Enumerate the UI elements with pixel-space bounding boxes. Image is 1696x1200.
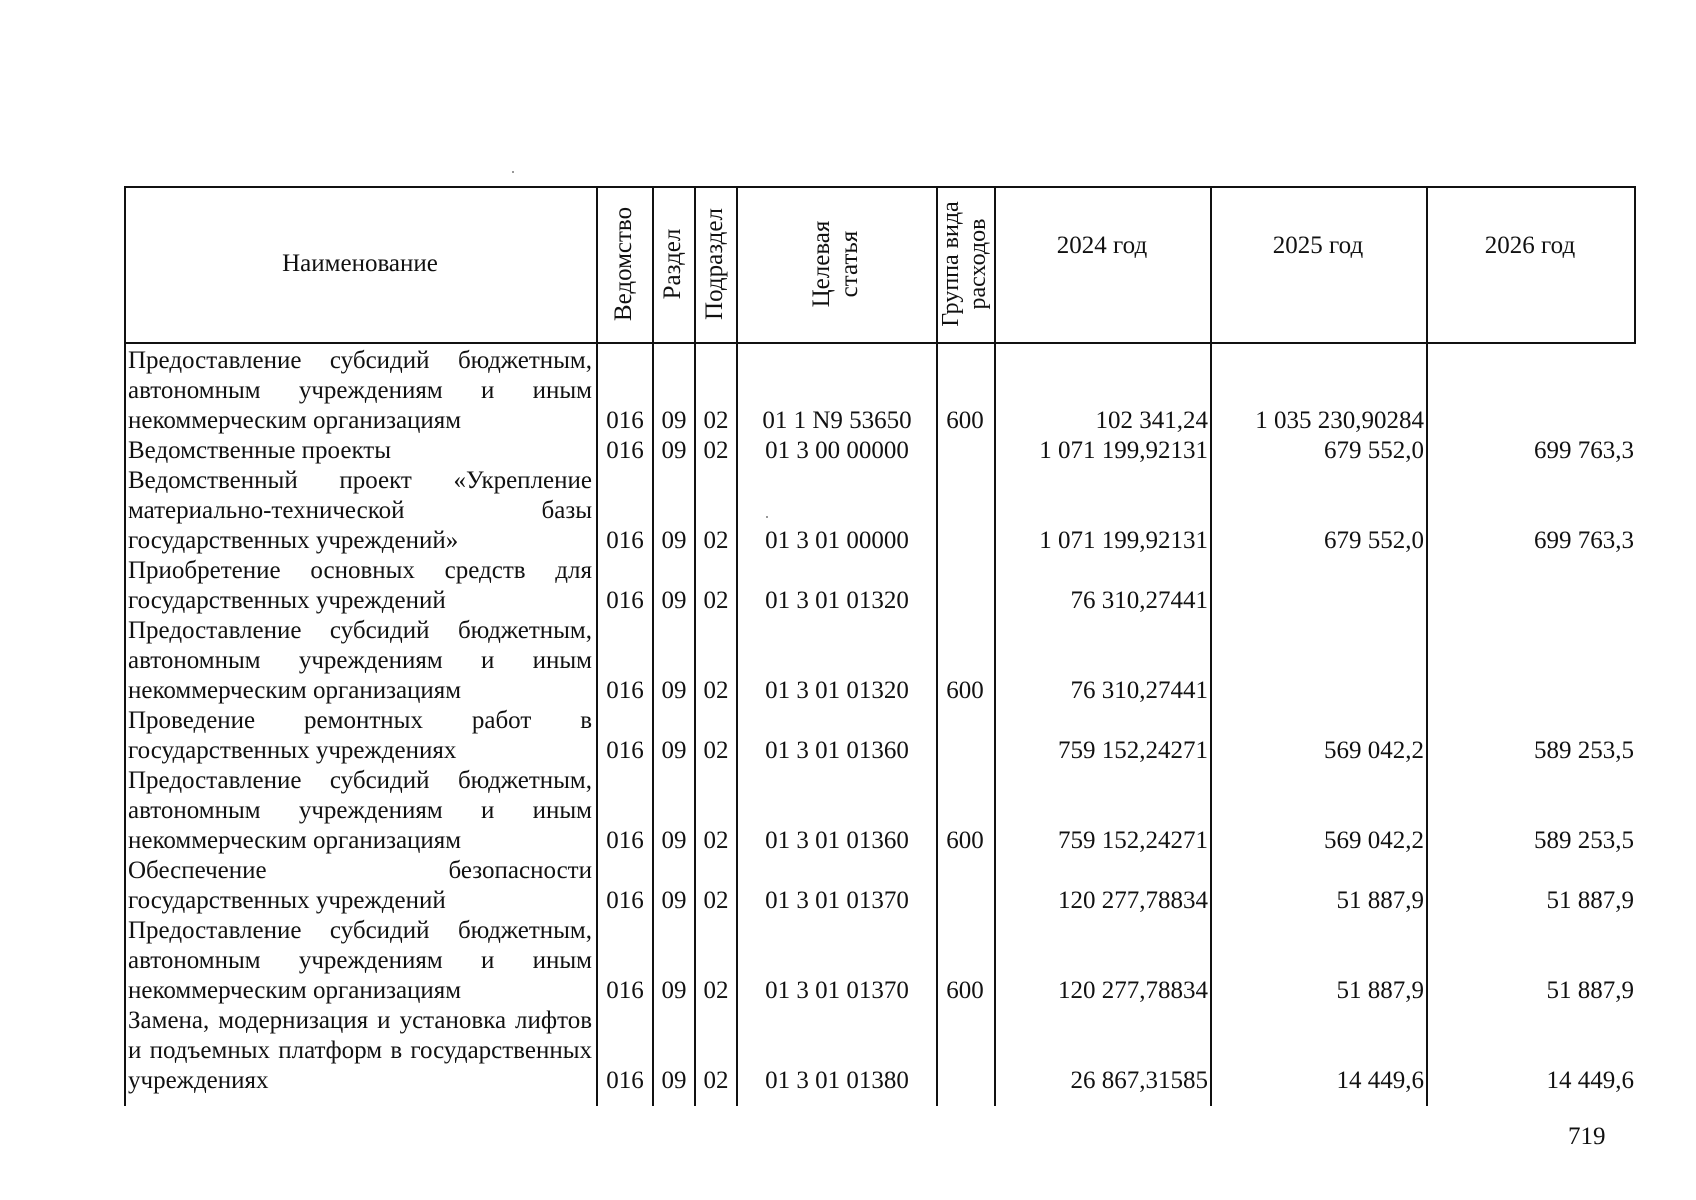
table-row [124,346,1636,436]
cell-razdel: 09 [661,887,687,914]
cell-2024: 120 277,78834 [1058,887,1208,914]
cell-gruppa-vida: 600 [946,827,984,854]
cell-2026: 589 253,5 [1534,737,1634,764]
cell-celevaya-statya: 01 3 01 01360 [765,737,909,764]
header-2025: 2025 год [1272,232,1364,259]
table-row [124,466,1636,556]
cell-podrazdel: 02 [703,827,729,854]
cell-vedomstvo: 016 [606,827,644,854]
cell-gruppa-vida: 600 [946,977,984,1004]
budget-table [124,186,1636,1106]
header-celevaya [736,186,936,342]
header-gruppa [936,186,994,342]
cell-razdel: 09 [661,587,687,614]
cell-name: Предоставление субсидий бюджетным, автономным учреждениям и иным некоммерческим организациям [128,617,592,704]
header-gruppa-line1: Группа вида [938,201,964,327]
cell-name: Ведомственный проект «Укрепление материально-технической базы государственных учреждений» [128,467,592,554]
cell-celevaya-statya: 01 3 01 01370 [765,887,909,914]
cell-podrazdel: 02 [703,407,729,434]
cell-razdel: 09 [661,677,687,704]
cell-name: Ведомственные проекты [128,437,392,464]
header-vedomstvo: Ведомство [610,206,637,322]
cell-name: Предоставление субсидий бюджетным, автономным учреждениям и иным некоммерческим организациям [128,767,592,854]
cell-podrazdel: 02 [703,437,729,464]
cell-celevaya-statya: 01 3 01 01370 [765,977,909,1004]
cell-podrazdel: 02 [703,587,729,614]
header-gruppa-line2: расходов [965,218,991,310]
cell-2026: 699 763,3 [1534,437,1634,464]
cell-vedomstvo: 016 [606,527,644,554]
cell-2024: 76 310,27441 [1070,587,1208,614]
cell-name: Предоставление субсидий бюджетным, автономным учреждениям и иным некоммерческим организациям [128,347,592,434]
cell-2025: 569 042,2 [1324,737,1424,764]
cell-podrazdel: 02 [703,977,729,1004]
table-row [124,916,1636,1006]
table-row [124,436,1636,466]
cell-razdel: 09 [661,527,687,554]
cell-name: Предоставление субсидий бюджетным, автономным учреждениям и иным некоммерческим организациям [128,917,592,1004]
cell-celevaya-statya: 01 1 N9 53650 [762,407,912,434]
header-2026: 2026 год [1484,232,1576,259]
cell-vedomstvo: 016 [606,737,644,764]
cell-gruppa-vida: 600 [946,677,984,704]
cell-celevaya-statya: 01 3 00 00000 [765,437,909,464]
cell-celevaya-statya: 01 3 01 01320 [765,587,909,614]
cell-vedomstvo: 016 [606,1067,644,1094]
cell-vedomstvo: 016 [606,407,644,434]
cell-vedomstvo: 016 [606,887,644,914]
cell-vedomstvo: 016 [606,977,644,1004]
cell-name: Проведение ремонтных работ в государственных учреждениях [128,707,592,764]
header-celevaya-line2: статья [836,230,863,298]
cell-razdel: 09 [661,437,687,464]
cell-vedomstvo: 016 [606,587,644,614]
col-border [1634,186,1636,342]
cell-2024: 759 152,24271 [1058,827,1208,854]
header-bottom-border [124,342,1636,344]
cell-celevaya-statya: 01 3 01 01360 [765,827,909,854]
cell-2025: 1 035 230,90284 [1255,407,1424,434]
cell-gruppa-vida: 600 [946,407,984,434]
cell-razdel: 09 [661,407,687,434]
cell-2025: 679 552,0 [1324,527,1424,554]
cell-2024: 120 277,78834 [1058,977,1208,1004]
cell-celevaya-statya: 01 3 01 01380 [765,1067,909,1094]
cell-vedomstvo: 016 [606,677,644,704]
header-celevaya-line1: Целевая [808,220,835,308]
table-row [124,766,1636,856]
cell-2025: 679 552,0 [1324,437,1424,464]
cell-razdel: 09 [661,977,687,1004]
cell-2025: 51 887,9 [1336,977,1424,1004]
cell-name: Замена, модернизация и установка лифтов и подъемных платформ в государственных учреждениях [128,1007,592,1094]
table-row [124,856,1636,916]
cell-2025: 51 887,9 [1336,887,1424,914]
cell-podrazdel: 02 [703,737,729,764]
cell-name: Приобретение основных средств для государственных учреждений [128,557,592,614]
cell-podrazdel: 02 [703,1067,729,1094]
cell-podrazdel: 02 [703,527,729,554]
table-row [124,556,1636,616]
cell-2026: 699 763,3 [1534,527,1634,554]
table-row [124,616,1636,706]
cell-2024: 26 867,31585 [1070,1067,1208,1094]
cell-2024: 759 152,24271 [1058,737,1208,764]
scan-speck [512,171,514,173]
header-name: Наименование [282,250,438,277]
cell-celevaya-statya: 01 3 01 01320 [765,677,909,704]
cell-2025: 569 042,2 [1324,827,1424,854]
page-number: 719 [1568,1123,1606,1150]
cell-podrazdel: 02 [703,677,729,704]
cell-2026: 589 253,5 [1534,827,1634,854]
cell-vedomstvo: 016 [606,437,644,464]
cell-2025: 14 449,6 [1336,1067,1424,1094]
cell-razdel: 09 [661,1067,687,1094]
cell-2024: 76 310,27441 [1070,677,1208,704]
table-row [124,706,1636,766]
cell-2026: 51 887,9 [1546,977,1634,1004]
cell-podrazdel: 02 [703,887,729,914]
cell-2024: 1 071 199,92131 [1039,437,1208,464]
table-row [124,1006,1636,1096]
cell-2024: 102 341,24 [1095,407,1208,434]
header-podrazdel: Подраздел [701,208,728,320]
cell-2026: 51 887,9 [1546,887,1634,914]
cell-2026: 14 449,6 [1546,1067,1634,1094]
header-razdel: Раздел [659,228,686,300]
cell-razdel: 09 [661,737,687,764]
header-2024: 2024 год [1056,232,1148,259]
cell-name: Обеспечение безопасности государственных учреждений [128,857,592,914]
cell-2024: 1 071 199,92131 [1039,527,1208,554]
cell-razdel: 09 [661,827,687,854]
cell-celevaya-statya: 01 3 01 00000 [765,527,909,554]
